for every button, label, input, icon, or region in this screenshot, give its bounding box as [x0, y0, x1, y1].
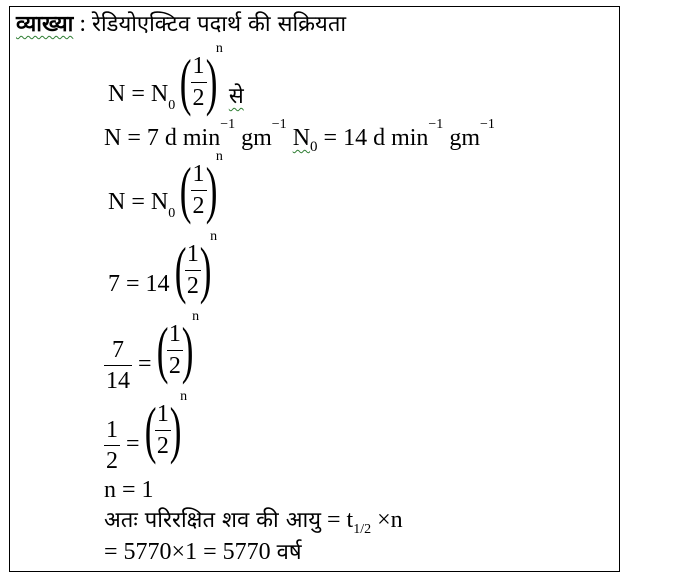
heading-label: व्याख्या: [16, 12, 74, 37]
paren-fraction: ( $\frac{1}{2}$ ): [179, 46, 218, 117]
solution-box: [9, 6, 620, 572]
equation-9: = 5770×1 = 5770 वर्ष: [104, 539, 302, 565]
equation-1: $N = N_0$ ( $\frac{1}{2}$ ) $^n$ से: [108, 41, 244, 117]
heading-colon: :: [79, 11, 86, 37]
suffix-se: से: [228, 84, 244, 109]
equation-8: अतः परिरक्षित शव की आयु = $t_{1/2} \times n$: [104, 507, 403, 537]
equation-7: n = 1: [104, 477, 154, 503]
equation-4: 7 = 14 ( $\frac{1}{2}$ ) $^n$: [108, 229, 218, 305]
equation-3: $N = N_0$ ( $\frac{1}{2}$ ) $^n$: [108, 149, 223, 225]
equation-2: N = 7 d $\min^{-1} gm^{-1}$ $N_0 = 14$ d $\min^{-1} gm^{-1}$: [104, 117, 495, 155]
equation-5: $\frac{7}{14}$ = ( $\frac{1}{2}$ ) $^n$: [106, 309, 200, 394]
heading-line: [16, 12, 346, 36]
n0-symbol: $N_0$: [292, 125, 318, 155]
equation-6: $\frac{1}{2}$ = ( $\frac{1}{2}$ ) $^n$: [106, 389, 188, 474]
heading-text: रेडियोएक्टिव पदार्थ की सक्रियता: [91, 12, 347, 37]
